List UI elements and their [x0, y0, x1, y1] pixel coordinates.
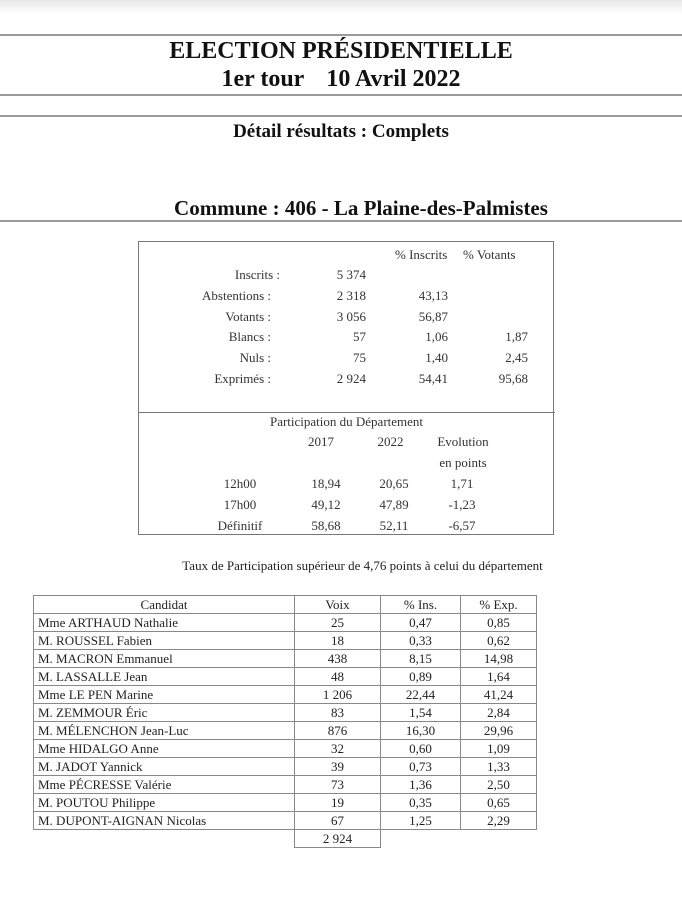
round-label: 1er tour: [221, 66, 305, 92]
table-row: [34, 776, 537, 794]
dept-2017: 49,12: [311, 497, 341, 512]
detail-heading: Détail résultats : Complets: [233, 121, 449, 142]
summary-value: 57: [353, 329, 366, 344]
candidate-name: M. ROUSSEL Fabien: [34, 632, 295, 650]
dept-2022: 20,65: [379, 476, 409, 491]
total-row: [34, 830, 537, 848]
dept-row-label: 17h00: [223, 497, 257, 512]
candidate-name: M. JADOT Yannick: [34, 758, 295, 776]
top-shade: [0, 0, 682, 14]
summary-value: 2 318: [336, 288, 366, 303]
dept-evolution: -6,57: [448, 518, 476, 533]
candidate-voix: 1 206: [295, 686, 381, 704]
candidate-pct-ins: 0,73: [381, 758, 461, 776]
candidate-pct-exp: 1,64: [461, 668, 537, 686]
dept-2022: 47,89: [379, 497, 409, 512]
candidate-pct-ins: 1,54: [381, 704, 461, 722]
candidate-voix: 32: [295, 740, 381, 758]
candidate-pct-exp: 0,85: [461, 614, 537, 632]
summary-value: 5 374: [336, 267, 366, 282]
header-candidat: Candidat: [34, 596, 295, 614]
candidate-pct-ins: 0,33: [381, 632, 461, 650]
candidate-voix: 39: [295, 758, 381, 776]
candidate-pct-ins: 8,15: [381, 650, 461, 668]
table-row: [34, 668, 537, 686]
round-date: [0, 66, 682, 92]
table-row: [34, 758, 537, 776]
candidate-name: M. POUTOU Philippe: [34, 794, 295, 812]
summary-pct-inscrits: 54,41: [418, 371, 448, 386]
candidate-pct-exp: 0,65: [461, 794, 537, 812]
candidate-pct-exp: 1,33: [461, 758, 537, 776]
candidate-pct-ins: 1,25: [381, 812, 461, 830]
candidate-voix: 83: [295, 704, 381, 722]
page-title: ELECTION PRÉSIDENTIELLE: [169, 38, 513, 64]
candidate-name: Mme ARTHAUD Nathalie: [34, 614, 295, 632]
candidate-name: M. ZEMMOUR Éric: [34, 704, 295, 722]
divider-2: [0, 94, 682, 96]
dept-2017: 58,68: [311, 518, 341, 533]
summary-label: Exprimés :: [214, 371, 271, 386]
candidate-name: M. MÉLENCHON Jean-Luc: [34, 722, 295, 740]
candidate-pct-exp: 1,09: [461, 740, 537, 758]
summary-pct-inscrits: 43,13: [418, 288, 448, 303]
dept-evolution: 1,71: [450, 476, 474, 491]
col-header-pct-inscrits: % Inscrits: [395, 247, 448, 262]
col-evolution: Evolution: [437, 434, 489, 449]
candidate-pct-ins: 0,47: [381, 614, 461, 632]
election-date: 10 Avril 2022: [326, 66, 461, 92]
candidate-pct-exp: 2,29: [461, 812, 537, 830]
candidate-name: M. LASSALLE Jean: [34, 668, 295, 686]
candidate-name: M. MACRON Emmanuel: [34, 650, 295, 668]
summary-pct-inscrits: 56,87: [418, 309, 448, 324]
candidate-pct-ins: 16,30: [381, 722, 461, 740]
candidate-name: M. DUPONT-AIGNAN Nicolas: [34, 812, 295, 830]
candidate-pct-exp: 0,62: [461, 632, 537, 650]
candidate-voix: 19: [295, 794, 381, 812]
candidate-pct-ins: 0,89: [381, 668, 461, 686]
table-row: [34, 812, 537, 830]
candidate-pct-ins: 0,60: [381, 740, 461, 758]
candidate-pct-ins: 22,44: [381, 686, 461, 704]
summary-value: 75: [353, 350, 366, 365]
candidate-name: Mme PÉCRESSE Valérie: [34, 776, 295, 794]
candidate-voix: 18: [295, 632, 381, 650]
commune-heading: Commune : 406 - La Plaine-des-Palmistes: [174, 196, 548, 220]
candidate-voix: 876: [295, 722, 381, 740]
candidates-table: [33, 595, 537, 848]
table-row: [34, 686, 537, 704]
header-voix: Voix: [295, 596, 381, 614]
summary-pct-votants: 2,45: [505, 350, 528, 365]
summary-pct-inscrits: 1,06: [425, 329, 448, 344]
summary-label: Abstentions :: [202, 288, 271, 303]
summary-pct-votants: 1,87: [505, 329, 528, 344]
candidate-pct-ins: 0,35: [381, 794, 461, 812]
table-row: [34, 722, 537, 740]
table-row: [34, 632, 537, 650]
summary-label: Nuls :: [239, 350, 271, 365]
dept-2017: 18,94: [311, 476, 341, 491]
table-row: [34, 650, 537, 668]
header-pct-exp: % Exp.: [461, 596, 537, 614]
candidate-voix: 73: [295, 776, 381, 794]
departement-title: Participation du Département: [269, 414, 424, 429]
candidate-pct-exp: 29,96: [461, 722, 537, 740]
table-header-row: [34, 596, 537, 614]
summary-label: Blancs :: [228, 329, 271, 344]
summary-label: Inscrits :: [234, 267, 280, 282]
candidate-voix: 438: [295, 650, 381, 668]
total-blank-2: [381, 830, 461, 848]
header-pct-ins: % Ins.: [381, 596, 461, 614]
table-row: [34, 794, 537, 812]
candidate-pct-exp: 41,24: [461, 686, 537, 704]
dept-row-label: 12h00: [223, 476, 257, 491]
dept-row-label: Définitif: [217, 518, 263, 533]
summary-pct-inscrits: 1,40: [425, 350, 448, 365]
col-header-pct-votants: % Votants: [463, 247, 516, 262]
candidate-name: Mme LE PEN Marine: [34, 686, 295, 704]
dept-evolution: -1,23: [448, 497, 476, 512]
candidate-pct-exp: 14,98: [461, 650, 537, 668]
total-blank-3: [461, 830, 537, 848]
col-2022: 2022: [377, 434, 404, 449]
col-evolution-sub: en points: [439, 455, 487, 470]
total-voix: 2 924: [295, 830, 381, 848]
summary-box-divider: [138, 412, 555, 413]
summary-pct-votants: 95,68: [498, 371, 528, 386]
candidate-pct-ins: 1,36: [381, 776, 461, 794]
col-2017: 2017: [308, 434, 334, 449]
total-blank: [34, 830, 295, 848]
candidate-pct-exp: 2,84: [461, 704, 537, 722]
table-row: [34, 614, 537, 632]
candidate-voix: 67: [295, 812, 381, 830]
summary-value: 2 924: [336, 371, 366, 386]
participation-note: Taux de Participation supérieur de 4,76 points à celui du département: [182, 558, 543, 573]
candidate-name: Mme HIDALGO Anne: [34, 740, 295, 758]
table-row: [34, 704, 537, 722]
candidate-voix: 25: [295, 614, 381, 632]
table-row: [34, 740, 537, 758]
candidate-pct-exp: 2,50: [461, 776, 537, 794]
summary-value: 3 056: [336, 309, 366, 324]
divider-top: [0, 34, 682, 36]
dept-2022: 52,11: [379, 518, 409, 533]
divider-4: [0, 220, 682, 222]
candidate-voix: 48: [295, 668, 381, 686]
summary-label: Votants :: [225, 309, 271, 324]
divider-3: [0, 115, 682, 117]
